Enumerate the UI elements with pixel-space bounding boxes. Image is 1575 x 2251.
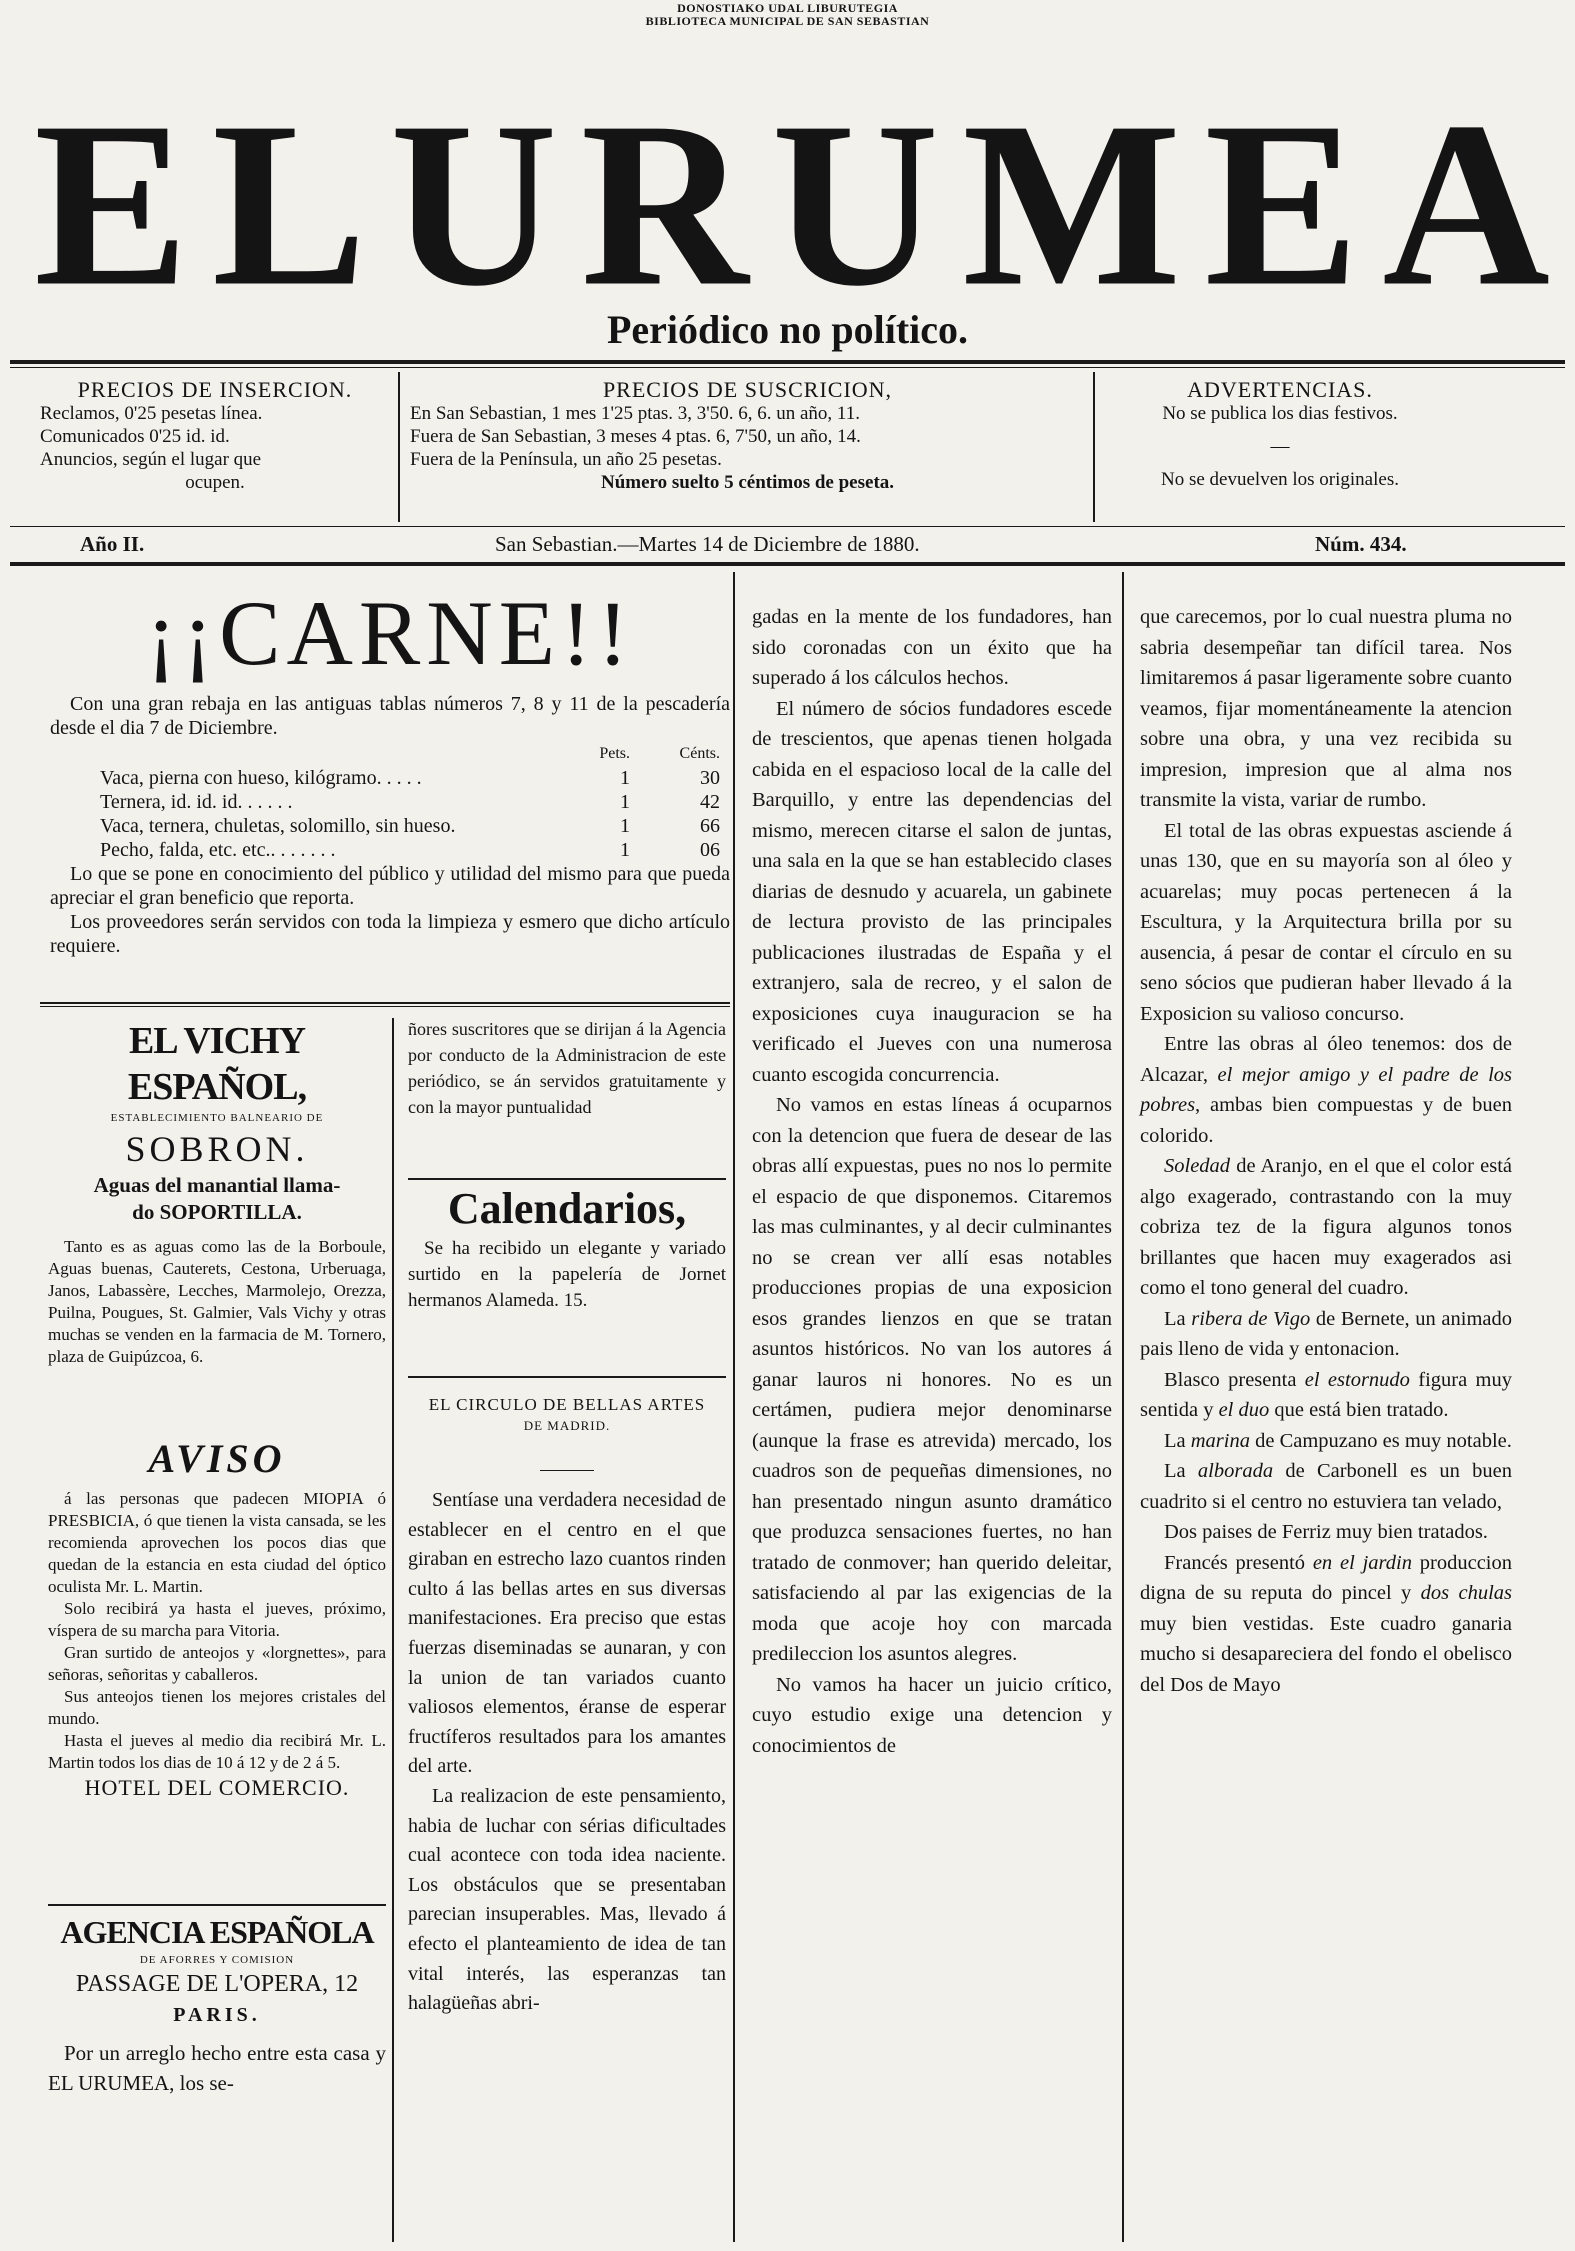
circulo-p2: La realizacion de este pensamiento, habia de luchar con sérias dificultades cual acontece con toda idea naciente. Los obstáculos que se presentaban parecian insuperables. Mas, llevado á efecto el planteamiento de idea de tan vital interés, las esperanzas tan halagüeñas abri-: [408, 1784, 726, 2015]
carne-row-cents: 06: [700, 839, 720, 861]
carne-ad: [50, 578, 730, 958]
header-rule-top: [10, 360, 1565, 364]
col4-p10: Francés presentó en el jardin produccion digna de su reputa do pincel y dos chulas muy bien vestidas. Este cuadro ganaria mucho si desapareciera del fondo el obelisco del Dos de Mayo: [1140, 1551, 1513, 1696]
carne-intro: Con una gran rebaja en las antiguas tablas números 7, 8 y 11 de la pescadería desde el dia 7 de Diciembre.: [50, 693, 730, 739]
suscricion-line: Fuera de la Península, un año 25 pesetas.: [410, 449, 722, 470]
carne-row-label: Pecho, falda, etc. etc.. . . . . . .: [100, 839, 336, 861]
carne-row-cents: 30: [700, 767, 720, 789]
dateline-date: San Sebastian.—Martes 14 de Diciembre de 1880.: [495, 532, 920, 556]
circulo-short-rule: [540, 1470, 594, 1471]
aviso-p2: Solo recibirá ya hasta el jueves, próximo, víspera de su marcha para Vitoria.: [48, 1599, 386, 1640]
circulo-heading: [408, 1394, 726, 1436]
carne-price-row: [50, 814, 730, 838]
agencia-sub: DE AFORRES Y COMISION: [139, 1954, 295, 1966]
agencia-text: Por un arreglo hecho entre esta casa y EL URUMEA, los se-: [48, 2041, 386, 2095]
col4-p1: que carecemos, por lo cual nuestra pluma no sabria desempeñar tan difícil tarea. Nos limitaremos á pasar ligeramente sobre cuanto veamos, fijar momentáneamente la atencion sobre una obra, y una vez recibida su impresion, impresion que al alma nos transmite la vista, variar de rumbo.: [1140, 606, 1512, 811]
carne-price-row: [50, 790, 730, 814]
aviso-p3: Gran surtido de anteojos y «lorgnettes», para señoras, señoritas y caballeros.: [48, 1643, 386, 1684]
insercion-title: PRECIOS DE INSERCION.: [77, 377, 353, 402]
aviso-rule: [48, 1904, 386, 1906]
vichy-title: EL VICHY ESPAÑOL,: [127, 1020, 307, 1108]
aviso-ad: [48, 1436, 386, 1802]
agencia-ad: [48, 1912, 386, 2098]
masthead-subtitle: Periódico no político.: [606, 307, 969, 352]
aviso-text: [48, 1488, 386, 1774]
header-rule-top-thin: [10, 367, 1565, 368]
col4-p3: Entre las obras al óleo tenemos: dos de Alcazar, el mejor amigo y el padre de los pobres, ambas bien compuestas y de buen colorido.: [1140, 1033, 1512, 1147]
column-rule-1: [733, 572, 735, 2242]
agencia-address: PASSAGE DE L'OPERA, 12: [75, 1971, 359, 1997]
carne-price-row: [50, 766, 730, 790]
agencia-city: PARIS.: [173, 2004, 261, 2026]
col2-agencia-cont: [408, 1016, 726, 1120]
masthead-letter: L: [211, 73, 367, 336]
col4-p6: Blasco presenta el estornudo figura muy sentida y el duo que está bien tratado.: [1140, 1368, 1512, 1421]
header-divider-1: [398, 372, 400, 522]
dateline-rule-bottom: [10, 562, 1565, 566]
dateline-rule-top: [10, 526, 1565, 527]
carne-price-header: [50, 742, 730, 766]
advertencias-box: [1100, 378, 1460, 491]
header-divider-2: [1093, 372, 1095, 522]
advertencias-title: ADVERTENCIAS.: [1187, 377, 1373, 402]
aviso-p4: Sus anteojos tienen los mejores cristales del mundo.: [48, 1687, 386, 1728]
carne-title: ¡¡CARNE!!: [145, 582, 635, 684]
col2-article: [408, 1486, 726, 2019]
library-line-2: BIBLIOTECA MUNICIPAL DE SAN SEBASTIAN: [645, 14, 930, 28]
calendarios-ad: [408, 1182, 726, 1314]
col3-p3: No vamos en estas líneas á ocuparnos con la detencion que fuera de desear de las obras allí expuestas, pues no nos lo permite el espacio de que disponemos. Citaremos las mas culminantes, y al decir culminantes no se crean ver allí esas notables producciones propias de una exposicion esos grandes lienzos en que se tratan asuntos históricos. No van los autores á ganar lauros ni honores. No es un certámen, pudiera mejor denominarse (aunque la frase es atrevida) mercado, los cuadros son de pequeñas dimensiones, no han presentado ningun asunto dramático que produzca sensaciones fuertes, no han tratado de conmover; han querido deleitar, satisfaciendo al par las exigencias de la moda que acoje hoy con marcada predileccion los asuntos alegres.: [752, 1094, 1112, 1665]
agencia-continuation: ñores suscritores que se dirijan á la Agencia por conducto de la Administracion de este periódico, se án servidos gratuitamente y con la mayor puntualidad: [408, 1019, 726, 1117]
dateline-year: Año II.: [80, 532, 145, 556]
aviso-hotel: HOTEL DEL COMERCIO.: [84, 1775, 350, 1800]
masthead-letter: A: [1382, 73, 1550, 336]
carne-rule-thin: [40, 1006, 730, 1007]
suscricion-line: Fuera de San Sebastian, 3 meses 4 ptas. 6, 7'50, un año, 14.: [410, 426, 861, 447]
col4-p4: Soledad de Aranjo, en el que el color está algo exagerado, contrastando con la muy cobriza tez de la figura algunos tonos brillantes que hacen muy exagerados asi como el tono general del cuadro.: [1140, 1155, 1512, 1299]
masthead-letter: R: [580, 73, 749, 336]
vichy-water-1: Aguas del manantial llama-: [93, 1173, 341, 1197]
circulo-title: EL CIRCULO DE BELLAS ARTES: [428, 1395, 706, 1414]
insercion-line: Anuncios, según el lugar que: [40, 449, 262, 470]
library-line-1: DONOSTIAKO UDAL LIBURUTEGIA: [677, 1, 898, 15]
col4-p9: Dos paises de Ferriz muy bien tratados.: [1164, 1521, 1488, 1543]
masthead-letter: U: [771, 73, 940, 336]
dateline-number: Núm. 434.: [1315, 532, 1407, 556]
agencia-title: AGENCIA ESPAÑOLA: [60, 1914, 374, 1950]
col4-p2: El total de las obras expuestas asciende á unas 130, que en su mayoría son al óleo y acuarelas; muy pocas pertenecen á la Escultura, y la Arquitectura brilla por su ausencia, á pesar de contar el círculo en su seno sócios que pudieran haber llevado á la Exposicion su valioso concurso.: [1140, 819, 1512, 1025]
col2-rule-1: [408, 1178, 726, 1180]
carne-row-label: Vaca, pierna con hueso, kilógramo. . . . .: [100, 767, 422, 789]
carne-row-pets: 1: [620, 839, 630, 861]
col3-p1: gadas en la mente de los fundadores, han sido coronadas con un éxito que ha superado á los cálculos hechos.: [752, 606, 1112, 689]
vichy-ad: [48, 1018, 386, 1368]
suscricion-line: Número suelto 5 céntimos de peseta.: [600, 472, 895, 493]
carne-col-cents: Cénts.: [679, 745, 720, 762]
col4-p8: La alborada de Carbonell es un buen cuadrito si el centro no estuviera tan velado,: [1140, 1460, 1512, 1513]
carne-row-label: Ternera, id. id. id. . . . . .: [100, 791, 293, 813]
aviso-p1: á las personas que padecen MIOPIA ó PRESBICIA, ó que tienen la vista cansada, se les recomienda aprovechen los pocos dias que quedan de la estancia en esta ciudad del óptico oculista Mr. L. Martin.: [48, 1489, 386, 1596]
aviso-p5: Hasta el jueves al medio dia recibirá Mr. L. Martin todos los dias de 10 á 12 y de 2 á 5.: [48, 1731, 386, 1772]
aviso-title: AVISO: [148, 1436, 286, 1481]
carne-row-pets: 1: [620, 767, 630, 789]
carne-row-cents: 42: [700, 791, 720, 813]
insercion-box: [40, 378, 390, 494]
vichy-water-2: do SOPORTILLA.: [132, 1200, 302, 1224]
carne-row-cents: 66: [700, 815, 720, 837]
calendarios-text: Se ha recibido un elegante y variado surtido en la papelería de Jornet hermanos Alameda. 15.: [408, 1238, 726, 1311]
insercion-line: ocupen.: [185, 472, 245, 493]
library-header: [0, 2, 1575, 28]
suscricion-box: [410, 378, 1085, 494]
vichy-text: Tanto es as aguas como las de la Borboule, Aguas buenas, Cauterets, Cestona, Urberuaga, Janos, Labassère, Lecches, Marmolejo, Orezza, Puilna, Pougues, St. Galmier, Vals Vichy y otras muchas se venden en la farmacia de M. Tornero, plaza de Guipúzcoa, 6.: [48, 1237, 386, 1366]
carne-col-pets: Pets.: [599, 745, 630, 762]
masthead-letter: U: [389, 73, 558, 336]
carne-row-pets: 1: [620, 815, 630, 837]
col4-article: [1140, 602, 1512, 1700]
masthead-letter: E: [1204, 73, 1360, 336]
suscricion-line: En San Sebastian, 1 mes 1'25 ptas. 3, 3'50. 6, 6. un año, 11.: [410, 403, 860, 424]
advertencias-line-1: No se publica los dias festivos.: [1162, 403, 1398, 424]
col3-article: [752, 602, 1112, 1761]
calendarios-title: Calendarios,: [447, 1184, 687, 1233]
col4-p7: La marina de Campuzano es muy notable.: [1164, 1429, 1512, 1452]
column-rule-ads: [392, 1018, 394, 2242]
col2-rule-2: [408, 1376, 726, 1378]
carne-price-row: [50, 838, 730, 862]
advertencias-dash: —: [1270, 436, 1290, 457]
vichy-sub: ESTABLECIMIENTO BALNEARIO DE: [110, 1112, 324, 1124]
masthead-letter: E: [34, 73, 189, 336]
carne-text-1: Lo que se pone en conocimiento del público y utilidad del mismo para que pueda apreciar el gran beneficio que reporta.: [50, 863, 730, 909]
dateline: [10, 532, 1565, 558]
suscricion-title: PRECIOS DE SUSCRICION,: [602, 377, 893, 402]
carne-rule: [40, 1002, 730, 1004]
column-rule-2: [1122, 572, 1124, 2242]
carne-row-pets: 1: [620, 791, 630, 813]
carne-row-label: Vaca, ternera, chuletas, solomillo, sin hueso.: [100, 815, 456, 837]
carne-text-2: Los proveedores serán servidos con toda la limpieza y esmero que dicho artículo requiere.: [50, 911, 730, 957]
advertencias-line-2: No se devuelven los originales.: [1161, 469, 1399, 490]
col4-p5: La ribera de Vigo de Bernete, un animado pais lleno de vida y entonacion.: [1140, 1307, 1512, 1360]
insercion-line: Reclamos, 0'25 pesetas línea.: [40, 403, 263, 424]
masthead-letter: M: [962, 73, 1182, 336]
circulo-p1: Sentíase una verdadera necesidad de establecer en el centro en el que giraban en estrecho lazo cuantos rinden culto á las bellas artes en sus diversas manifestaciones. Era preciso que estas fuerzas diseminadas se aunaran, y con la union de tan variados cuanto valiosos elementos, éranse de esperar fructíferos resultados para los amantes del arte.: [408, 1489, 726, 1778]
circulo-sub: DE MADRID.: [523, 1418, 611, 1433]
col3-p4: No vamos ha hacer un juicio crítico, cuyo estudio exige una detencion y conocimientos de: [752, 1673, 1112, 1757]
vichy-name: SOBRON.: [125, 1129, 309, 1169]
col3-p2: El número de sócios fundadores escede de trescientos, que apenas tienen holgada cabida en el espacioso local de la calle del Barquillo, y entre las dependencias del mismo, merecen citarse el salon de juntas, una sala en la que se han establecido clases diarias de desnudo y acuarela, un gabinete de lectura provisto de las principales publicaciones ilustradas de España y el extranjero, sala de recreo, y el salon de exposiciones cuya inauguracion se ha verificado el Jueves con una numerosa cuanto escogida concurrencia.: [752, 697, 1112, 1086]
insercion-line: Comunicados 0'25 id. id.: [40, 426, 230, 447]
